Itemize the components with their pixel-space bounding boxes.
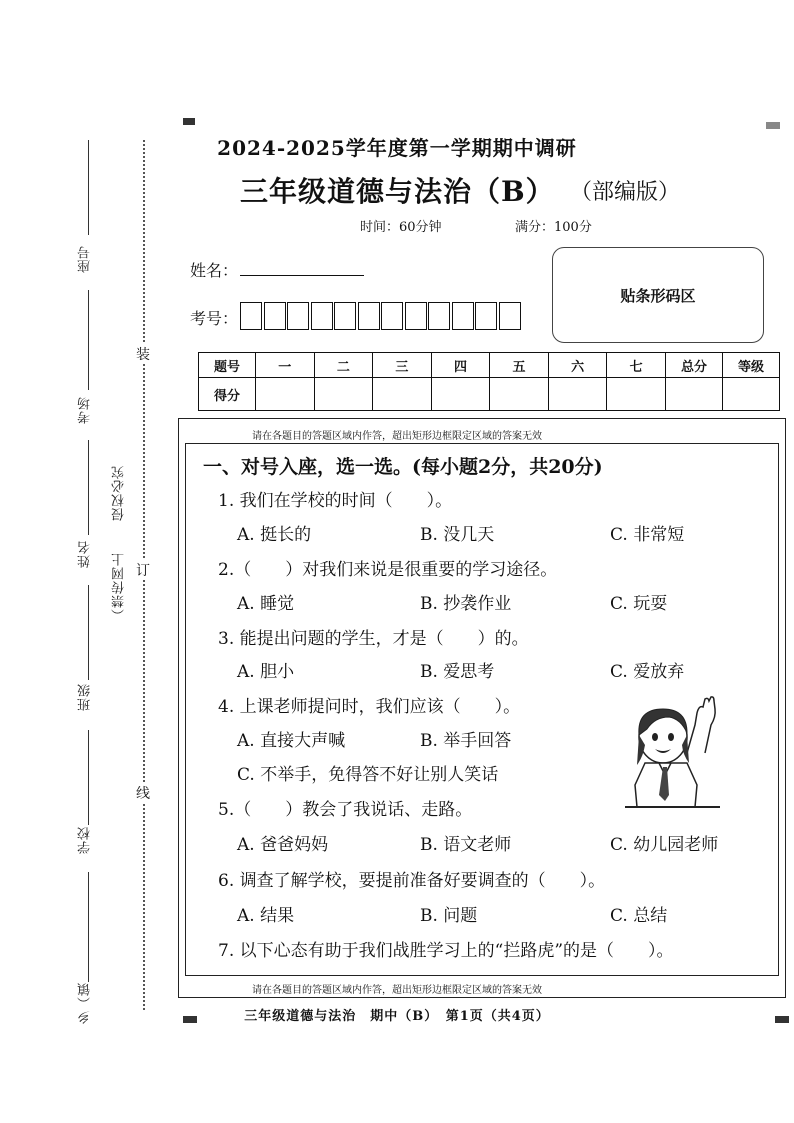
score-cell[interactable] (314, 378, 373, 411)
score-header-cell: 题号 (199, 353, 256, 378)
school-label: 学校 (78, 826, 93, 854)
option[interactable]: A. 爸爸妈妈 (237, 835, 329, 855)
option[interactable]: A. 挺长的 (237, 525, 312, 545)
score-header-cell: 七 (607, 353, 666, 378)
exam-title: 2024-2025学年度第一学期期中调研 (217, 136, 577, 160)
option[interactable]: B. 爱思考 (420, 662, 495, 682)
barcode-area (552, 247, 764, 343)
exam-id-digit-box[interactable] (499, 302, 521, 330)
score-table (198, 352, 780, 411)
seat-label: 座号 (78, 245, 93, 273)
option[interactable]: C. 爱放弃 (610, 662, 685, 682)
score-cell[interactable] (431, 378, 490, 411)
exam-id-digit-box[interactable] (381, 302, 403, 330)
copyright-note: 侵权必究 (112, 465, 127, 521)
binding-fill-line (88, 872, 89, 982)
registration-mark (183, 118, 195, 125)
exam-id-digit-box[interactable] (311, 302, 333, 330)
score-row-label: 得分 (199, 378, 256, 411)
score-cell[interactable] (256, 378, 315, 411)
id-label: 考号： (190, 309, 239, 328)
town-label: 乡（镇 (78, 982, 93, 1024)
option[interactable]: C. 总结 (610, 906, 668, 926)
exam-id-digit-box[interactable] (240, 302, 262, 330)
answer-area-notice-bottom: 请在各题目的答题区域内作答，超出矩形边框限定区域的答案无效 (252, 985, 542, 996)
name-field[interactable] (240, 275, 364, 276)
option[interactable]: A. 结果 (237, 906, 295, 926)
option[interactable]: B. 问题 (420, 906, 478, 926)
option[interactable]: A. 胆小 (237, 662, 295, 682)
binding-fill-line (88, 585, 89, 680)
score-header-cell: 二 (314, 353, 373, 378)
question-stem: 3. 能提出问题的学生，才是（ ）的。 (218, 629, 529, 649)
binding-mark-xian: 线 (136, 783, 150, 803)
option[interactable]: C. 不举手，免得答不好让别人笑话 (237, 765, 499, 785)
score-cell[interactable] (607, 378, 666, 411)
girl-raising-hand-illustration (625, 695, 720, 813)
exam-id-digit-box[interactable] (405, 302, 427, 330)
question-stem: 1. 我们在学校的时间（ ）。 (218, 491, 453, 511)
question-stem: 2.（ ）对我们来说是很重要的学习途径。 (218, 560, 558, 580)
exam-id-digit-box[interactable] (264, 302, 286, 330)
score-header-cell: 等级 (723, 353, 780, 378)
page-footer: 三年级道德与法治 期中（B） 第1页（共4页） (244, 1009, 550, 1024)
option[interactable]: B. 没几天 (420, 525, 495, 545)
score-cell[interactable] (490, 378, 549, 411)
exam-id-digit-box[interactable] (475, 302, 497, 330)
option[interactable]: C. 玩耍 (610, 594, 668, 614)
exam-id-digit-box[interactable] (428, 302, 450, 330)
exam-time: 时间：60分钟 (360, 220, 442, 235)
question-stem: 5.（ ）教会了我说话、走路。 (218, 800, 473, 820)
full-score: 满分：100分 (515, 220, 592, 235)
name-label: 姓名： (190, 261, 239, 280)
subject-title: 三年级道德与法治（B） (240, 175, 555, 208)
score-header-cell: 一 (256, 353, 315, 378)
exam-id-digit-box[interactable] (452, 302, 474, 330)
score-cell[interactable] (548, 378, 607, 411)
score-header-cell: 总分 (666, 353, 723, 378)
section-title: 一、对号入座，选一选。(每小题2分，共20分) (203, 456, 603, 478)
exam-room-label: 考场 (78, 396, 93, 424)
score-cell[interactable] (666, 378, 723, 411)
registration-mark (766, 122, 780, 129)
edition-label: （部编版） (570, 180, 681, 205)
barcode-label: 贴条形码区 (620, 286, 696, 305)
question-stem: 4. 上课老师提问时，我们应该（ ）。 (218, 697, 521, 717)
question-stem: 6. 调查了解学校，要提前准备好要调查的（ ）。 (218, 871, 606, 891)
no-upload-note: （禁传网上 (112, 552, 127, 622)
question-stem: 7. 以下心态有助于我们战胜学习上的“拦路虎”的是（ ）。 (218, 941, 674, 961)
option[interactable]: C. 幼儿园老师 (610, 835, 719, 855)
binding-mark-ding: 订 (136, 560, 150, 580)
exam-id-digit-box[interactable] (334, 302, 356, 330)
exam-id-digit-box[interactable] (358, 302, 380, 330)
binding-fill-line (88, 290, 89, 390)
score-header-cell: 四 (431, 353, 490, 378)
exam-id-digit-box[interactable] (287, 302, 309, 330)
option[interactable]: C. 非常短 (610, 525, 685, 545)
binding-fill-line (88, 730, 89, 825)
option[interactable]: B. 举手回答 (420, 731, 512, 751)
class-label: 班级 (78, 683, 93, 711)
score-header-cell: 五 (490, 353, 549, 378)
binding-mark-zhuang: 装 (136, 344, 150, 364)
score-cell[interactable] (723, 378, 780, 411)
option[interactable]: A. 睡觉 (237, 594, 295, 614)
answer-area-notice-top: 请在各题目的答题区域内作答，超出矩形边框限定区域的答案无效 (252, 431, 542, 442)
option[interactable]: B. 抄袭作业 (420, 594, 512, 614)
score-header-cell: 三 (373, 353, 432, 378)
option[interactable]: A. 直接大声喊 (237, 731, 346, 751)
score-header-cell: 六 (548, 353, 607, 378)
binding-name-label: 姓名 (78, 540, 93, 568)
score-cell[interactable] (373, 378, 432, 411)
binding-fill-line (88, 440, 89, 535)
option[interactable]: B. 语文老师 (420, 835, 512, 855)
